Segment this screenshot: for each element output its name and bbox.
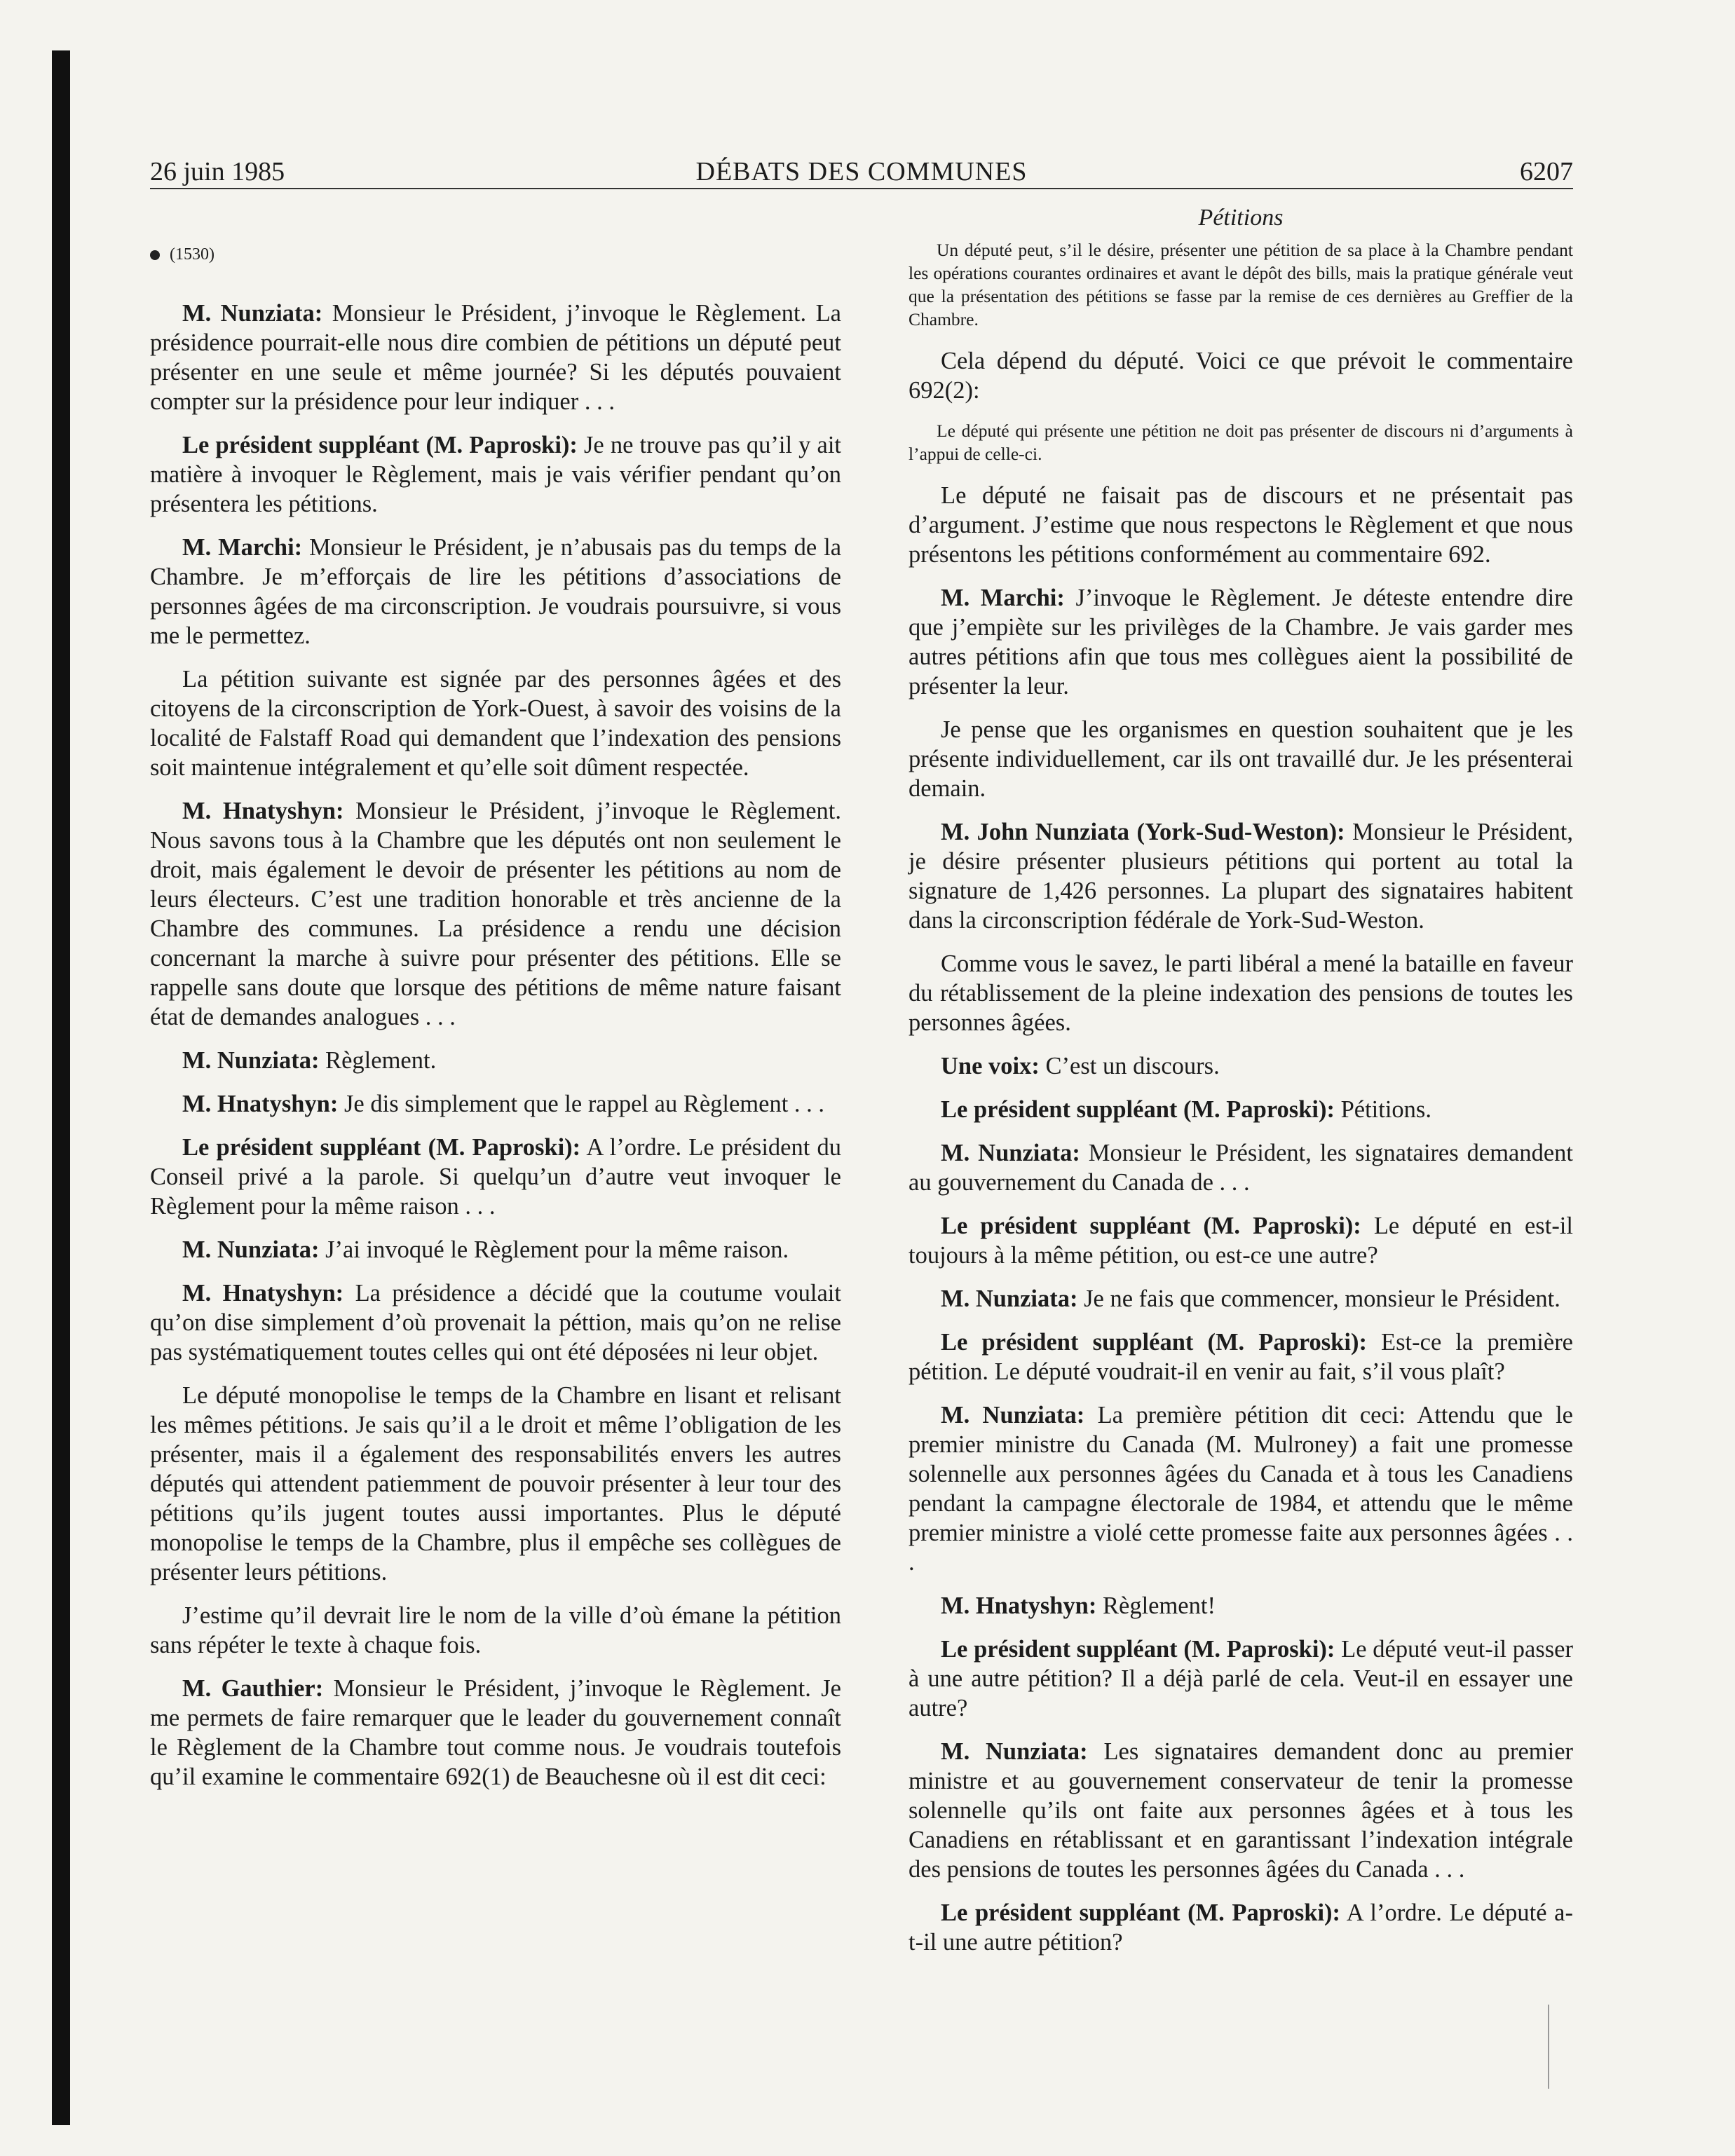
margin-mark <box>1548 2005 1549 2089</box>
paragraph <box>909 583 1573 701</box>
speech-text: Je pense que les organismes en question souhaitent que je les présente individuellement, car ils ont travaillé dur. Je les présenterai demain. <box>909 716 1573 802</box>
paragraph <box>909 1051 1573 1081</box>
speaker-name: Le président suppléant (M. Paproski): <box>941 1213 1361 1239</box>
paragraph <box>150 796 841 1032</box>
paragraph <box>909 1284 1573 1314</box>
paragraph <box>150 1046 841 1075</box>
speech-text: J’invoque le Règlement. Je déteste entendre dire que j’empiète sur les privilèges de la Chambre. Je vais garder mes autres pétitions afin que tous mes collègues aient la possibilité de présenter la leur. <box>909 585 1574 700</box>
speech-text: Monsieur le Président, les signataires demandent au gouvernement du Canada de . . . <box>909 1140 1573 1196</box>
left-paragraphs <box>150 299 841 1792</box>
speech-text: Je ne trouve pas qu’il y ait matière à invoquer le Règlement, mais je vais vérifier pendant qu’on présentera les pétitions. <box>150 432 841 517</box>
speech-text: A l’ordre. Le député a-t-il une autre pétition? <box>909 1899 1573 1956</box>
paragraph <box>150 533 841 650</box>
right-column <box>909 203 1573 1971</box>
page-header <box>150 156 1573 189</box>
speech-text: Monsieur le Président, je n’abusais pas du temps de la Chambre. Je m’efforçais de lire les pétitions d’associations de personnes âgées de ma circonscription. Je voudrais poursuivre, si vous me le permettez. <box>150 534 842 649</box>
paragraph <box>150 1133 841 1221</box>
speech-text: La pétition suivante est signée par des personnes âgées et des citoyens de la circonscription de York-Ouest, à savoir des voisins de la localité de Falstaff Road qui demandent que l’indexation des pensions soit maintenue intégralement et qu’elle soit dûment respectée. <box>150 666 841 781</box>
paragraph <box>150 1601 841 1660</box>
speaker-name: Le président suppléant (M. Paproski): <box>182 432 578 458</box>
paragraph <box>909 1138 1573 1197</box>
speaker-name: M. Nunziata: <box>941 1402 1085 1428</box>
speech-text: Le député monopolise le temps de la Chambre en lisant et relisant les mêmes pétitions. Je sais qu’il a le droit et même l’obligation de les présenter, mais il a également des responsabilités envers les autres députés qui attendent patiemment de pouvoir présenter à leur tour des pétitions qu’ils jugent toutes aussi importantes. Plus le député monopolise le temps de la Chambre, plus il empêche ses collègues de présenter leurs pétitions. <box>150 1382 841 1585</box>
speech-text: Monsieur le Président, j’invoque le Règlement. La présidence pourrait-elle nous dire combien de pétitions un député peut présenter en une seule et même journée? Si les députés pouvaient compter sur la présidence pour leur indiquer . . . <box>150 300 841 415</box>
speech-text: Est-ce la première pétition. Le député voudrait-il en venir au fait, s’il vous plaît? <box>909 1329 1573 1385</box>
speaker-name: M. Nunziata: <box>182 1236 320 1263</box>
speech-text: Je dis simplement que le rappel au Règlement . . . <box>338 1091 825 1117</box>
speech-text: Règlement. <box>319 1047 437 1074</box>
quote-692-1: Un député peut, s’il le désire, présenter une pétition de sa place à la Chambre pendant les opérations courantes ordinaires et avant le dépôt des bills, mais la pratique générale veut que la présentation des pétitions se fasse par la remise de ces dernières au Greffier de la Chambre. <box>909 240 1573 329</box>
speech-text: Monsieur le Président, j’invoque le Règlement. Je me permets de faire remarquer que le leader du gouvernement connaît le Règlement de la Chambre tout comme nous. Je voudrais toutefois qu’il examine le commentaire 692(1) de Beauchesne où il est dit ceci: <box>150 1675 841 1790</box>
paragraph <box>909 949 1573 1037</box>
speaker-name: M. Hnatyshyn: <box>941 1592 1097 1619</box>
header-date: 26 juin 1985 <box>150 157 285 186</box>
speech-text: La présidence a décidé que la coutume voulait qu’on dise simplement d’où provenait la péttion, mais qu’on ne relise pas systématiquement toutes celles qui ont été déposées ni leur objet. <box>150 1280 841 1365</box>
right-paragraphs <box>909 481 1573 1957</box>
speaker-name: M. Hnatyshyn: <box>182 798 344 824</box>
paragraph: Cela dépend du député. Voici ce que prévoit le commentaire 692(2): <box>909 348 1573 404</box>
speech-text: La première pétition dit ceci: Attendu que le premier ministre du Canada (M. Mulroney) a fait une promesse solennelle aux personnes âgées du Canada et à tous les Canadiens pendant la campagne électorale de 1984, et attendu que le même premier ministre a violé cette promesse faite aux personnes âgées . . . <box>909 1402 1573 1576</box>
speaker-name: M. Gauthier: <box>182 1675 324 1702</box>
paragraph <box>150 1381 841 1587</box>
paragraph <box>909 1328 1573 1386</box>
speaker-name: M. Marchi: <box>941 585 1065 611</box>
speech-text: Monsieur le Président, je désire présenter plusieurs pétitions qui portent au total la signature de 1,426 personnes. La plupart des signataires habitent dans la circonscription fédérale de York-Sud-Weston. <box>909 819 1573 934</box>
paragraph <box>150 299 841 416</box>
speaker-name: M. Nunziata: <box>941 1140 1080 1166</box>
paragraph <box>909 1400 1573 1577</box>
speech-text: Le député ne faisait pas de discours et ne présentait pas d’argument. J’estime que nous respectons le Règlement et que nous présentons les pétitions conformément au commentaire 692. <box>909 482 1573 568</box>
paragraph <box>909 1898 1573 1957</box>
paragraph <box>150 1674 841 1792</box>
speaker-name: M. Nunziata: <box>182 300 323 327</box>
time-marker-text: (1530) <box>170 245 215 264</box>
page-number: 6207 <box>1520 157 1573 186</box>
speaker-name: M. Hnatyshyn: <box>182 1091 339 1117</box>
speaker-name: Une voix: <box>941 1053 1040 1079</box>
paragraph <box>909 1737 1573 1884</box>
speaker-name: M. Hnatyshyn: <box>182 1280 344 1306</box>
section-title: Pétitions <box>1198 205 1284 231</box>
speaker-name: M. Nunziata: <box>941 1285 1078 1312</box>
speech-text: Règlement! <box>1096 1592 1216 1619</box>
speaker-name: Le président suppléant (M. Paproski): <box>941 1899 1341 1926</box>
speaker-name: M. Nunziata: <box>182 1047 320 1074</box>
speech-text: Le député veut-il passer à une autre pétition? Il a déjà parlé de cela. Veut-il en essayer une autre? <box>909 1636 1573 1721</box>
speaker-name: M. Marchi: <box>182 534 303 561</box>
speech-text: J’ai invoqué le Règlement pour la même raison. <box>319 1236 789 1263</box>
speech-text: Les signataires demandent donc au premier ministre et au gouvernement conservateur de tenir la promesse solennelle qu’ils ont faite aux personnes âgées et à tous les Canadiens en rétablissant et en garantissant l’indexation intégrale des pensions de toutes les personnes âgées du Canada . . . <box>909 1738 1574 1883</box>
header-title: DÉBATS DES COMMUNES <box>695 157 1028 186</box>
paragraph <box>909 817 1573 935</box>
paragraph <box>909 1635 1573 1723</box>
paragraph <box>150 664 841 782</box>
paragraph <box>909 1211 1573 1270</box>
bullet-icon <box>150 250 160 260</box>
left-column <box>150 203 841 1806</box>
speaker-name: M. John Nunziata (York-Sud-Weston): <box>941 819 1345 845</box>
paragraph <box>909 1591 1573 1621</box>
speaker-name: Le président suppléant (M. Paproski): <box>941 1636 1335 1663</box>
paragraph <box>909 715 1573 803</box>
speech-text: C’est un discours. <box>1039 1053 1220 1079</box>
time-marker <box>150 244 841 265</box>
speech-text: Le député en est-il toujours à la même pétition, ou est-ce une autre? <box>909 1213 1573 1269</box>
quote-692-2: Le député qui présente une pétition ne doit pas présenter de discours ni d’arguments à l’appui de celle-ci. <box>909 421 1573 464</box>
speaker-name: Le président suppléant (M. Paproski): <box>941 1096 1335 1123</box>
paragraph <box>909 481 1573 569</box>
speaker-name: M. Nunziata: <box>941 1738 1088 1765</box>
speech-text: Pétitions. <box>1334 1096 1431 1123</box>
paragraph <box>150 1235 841 1264</box>
speech-text: J’estime qu’il devrait lire le nom de la ville d’où émane la pétition sans répéter le texte à chaque fois. <box>150 1602 841 1658</box>
paragraph <box>150 1089 841 1119</box>
paragraph <box>150 430 841 519</box>
speech-text: A l’ordre. Le président du Conseil privé a la parole. Si quelqu’un d’autre veut invoquer le Règlement pour la même raison . . . <box>150 1134 841 1220</box>
speech-text: Je ne fais que commencer, monsieur le Président. <box>1077 1285 1560 1312</box>
paragraph <box>909 1095 1573 1124</box>
speech-text: Comme vous le savez, le parti libéral a mené la bataille en faveur du rétablissement de la pleine indexation des pensions de toutes les personnes âgées. <box>909 950 1573 1036</box>
scan-edge-bar <box>52 50 70 2125</box>
speaker-name: Le président suppléant (M. Paproski): <box>941 1329 1367 1356</box>
paragraph <box>150 1278 841 1367</box>
speaker-name: Le président suppléant (M. Paproski): <box>182 1134 581 1161</box>
speech-text: Monsieur le Président, j’invoque le Règlement. Nous savons tous à la Chambre que les députés ont non seulement le droit, mais également le devoir de présenter les pétitions au nom de leurs électeurs. C’est une tradition honorable et très ancienne de la Chambre des communes. La présidence a rendu une décision concernant la marche à suivre pour présenter des pétitions. Elle se rappelle sans doute que lorsque des pétitions de même nature faisant état de demandes analogues . . . <box>150 798 841 1030</box>
